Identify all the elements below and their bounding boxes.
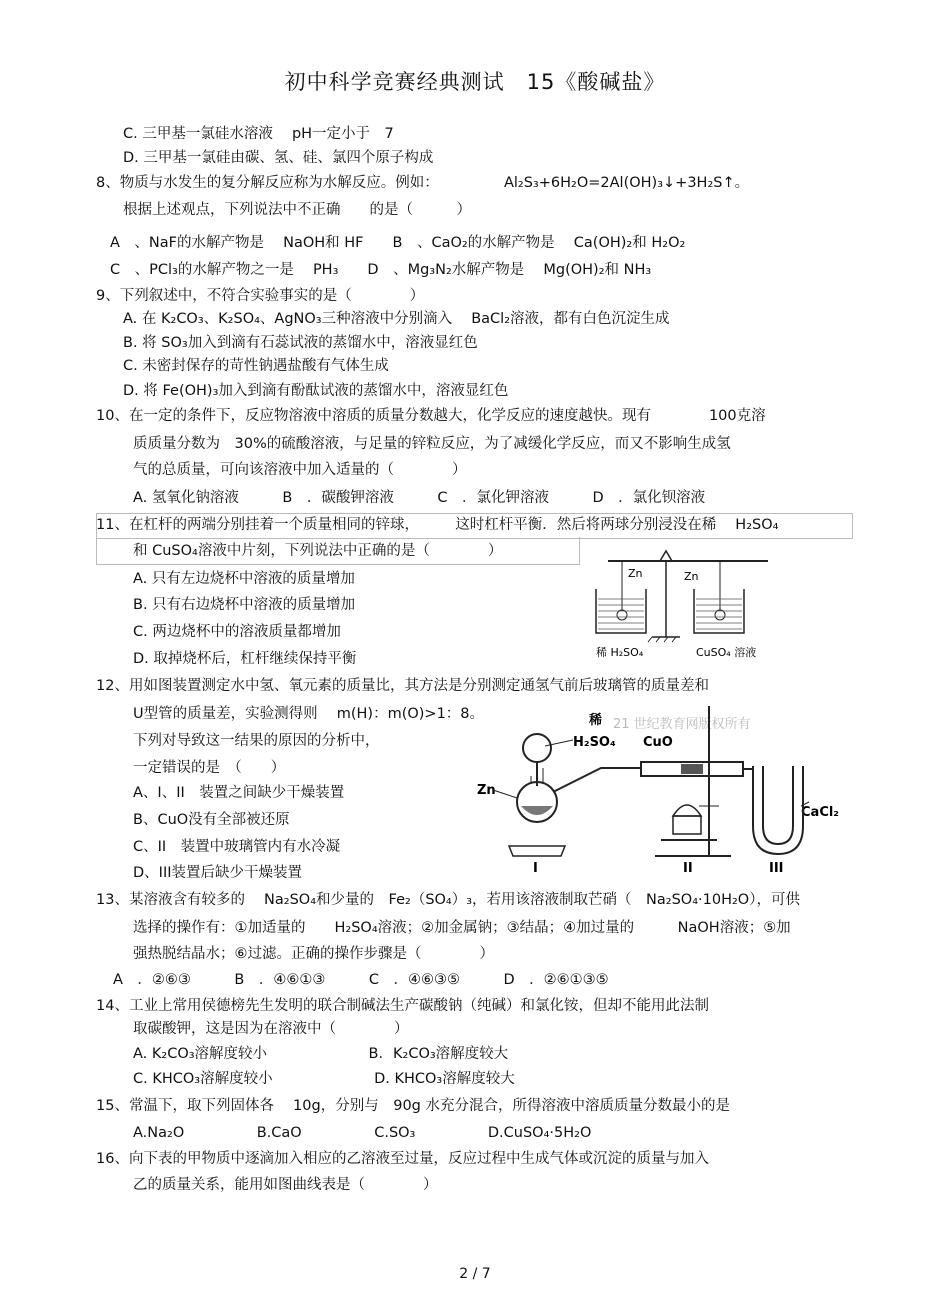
q10-options: A. 氢氧化钠溶液 B ．碳酸钾溶液 C ．氯化钾溶液 D ．氯化钡溶液 (133, 490, 706, 506)
lever-diagram (588, 549, 778, 663)
q8-stem-2: 根据上述观点，下列说法中不正确 的是（ ） (123, 202, 471, 218)
acid-label-2: H₂SO₄ (573, 735, 616, 750)
apparatus-diagram (473, 706, 853, 876)
q9-option-c: C. 未密封保存的苛性钠遇盐酸有气体生成 (123, 358, 389, 374)
q12-stem-2: U型管的质量差，实验测得则 m(H)：m(O)>1：8。 (133, 706, 485, 722)
q13-stem: 13、某溶液含有较多的 Na₂SO₄和少量的 Fe₂（SO₄）₃，若用该溶液制取芒硝（ Na₂SO₄·10H₂O），可供 (96, 892, 800, 908)
q11-stem-2: 和 CuSO₄溶液中片刻，下列说法中正确的是（ ） (133, 543, 503, 559)
q12-option-d: D、III装置后缺少干燥装置 (133, 865, 302, 881)
q11-stem: 11、在杠杆的两端分别挂着一个质量相同的锌球， 这时杠杆平衡．然后将两球分别浸没在稀 H₂SO₄ (96, 517, 779, 533)
q14-options-ab: A. K₂CO₃溶解度较小 B．K₂CO₃溶解度较大 (133, 1046, 509, 1062)
q11-option-a: A. 只有左边烧杯中溶液的质量增加 (133, 571, 355, 587)
q13-options: A ．②⑥③ B ．④⑥①③ C ．④⑥③⑤ D ．②⑥①③⑤ (113, 972, 609, 988)
q14-stem-2: 取碳酸钾，这是因为在溶液中（ ） (133, 1021, 409, 1037)
q8-options-ab: A 、NaF的水解产物是 NaOH和 HF B 、CaO₂的水解产物是 Ca(OH)₂和 H₂O₂ (110, 235, 686, 251)
q9-option-d: D. 将 Fe(OH)₃加入到滴有酚酞试液的蒸馏水中，溶液显红色 (123, 383, 509, 399)
q13-stem-2: 选择的操作有：①加适量的 H₂SO₄溶液；②加金属钠；③结晶；④加过量的 NaOH溶液；⑤加 (133, 920, 791, 936)
q10-stem-3: 气的总质量，可向该溶液中加入适量的（ ） (133, 462, 467, 478)
stage-3-label: III (769, 861, 784, 876)
q8-stem: 8、物质与水发生的复分解反应称为水解反应。例如： Al₂S₃+6H₂O=2Al(OH)₃↓+3H₂S↑。 (96, 175, 750, 191)
q12-stem-4: 一定错误的是 （ ） (133, 760, 286, 776)
watermark-text: 21 世纪教育网版权所有 (613, 717, 751, 732)
q12-option-b: B、CuO没有全部被还原 (133, 812, 290, 828)
q13-stem-3: 强热脱结晶水；⑥过滤。正确的操作步骤是（ ） (133, 946, 494, 962)
q11-option-d: D. 取掉烧杯后，杠杆继续保持平衡 (133, 651, 357, 667)
q14-options-cd: C. KHCO₃溶解度较小 D. KHCO₃溶解度较大 (133, 1071, 515, 1087)
q12-option-c: C、II 装置中玻璃管内有水冷凝 (133, 839, 341, 855)
q9-stem: 9、下列叙述中，不符合实验事实的是（ ） (96, 288, 425, 304)
right-beaker-label: CuSO₄ 溶液 (696, 646, 757, 659)
q15-options: A.Na₂O B.CaO C.SO₃ D.CuSO₄·5H₂O (133, 1125, 592, 1141)
q7-option-d: D. 三甲基一氯硅由碳、氢、硅、氯四个原子构成 (123, 150, 434, 166)
q15-stem: 15、常温下，取下列固体各 10g，分别与 90g 水充分混合，所得溶液中溶质质量分数最小的是 (96, 1098, 730, 1114)
zn-label: Zn (477, 783, 496, 798)
q14-stem: 14、工业上常用侯德榜先生发明的联合制碱法生产碳酸钠（纯碱）和氯化铵，但却不能用此法制 (96, 998, 709, 1014)
q12-option-a: A、I、II 装置之间缺少干燥装置 (133, 785, 345, 801)
q9-option-a: A. 在 K₂CO₃、K₂SO₄、AgNO₃三种溶液中分别滴入 BaCl₂溶液，都有白色沉淀生成 (123, 311, 670, 327)
stage-1-label: I (533, 861, 538, 876)
stage-2-label: II (683, 861, 693, 876)
page-number: 2 / 7 (459, 1266, 491, 1282)
cacl2-label: CaCl₂ (801, 805, 840, 820)
q8-options-cd: C 、PCl₃的水解产物之一是 PH₃ D 、Mg₃N₂水解产物是 Mg(OH)₂和 NH₃ (110, 262, 652, 278)
q11-option-b: B. 只有右边烧杯中溶液的质量增加 (133, 597, 356, 613)
left-beaker-label: 稀 H₂SO₄ (596, 646, 644, 659)
right-zn-label: Zn (684, 570, 699, 583)
q10-stem: 10、在一定的条件下，反应物溶液中溶质的质量分数越大，化学反应的速度越快。现有 100克溶 (96, 408, 766, 424)
q10-stem-2: 质质量分数为 30%的硫酸溶液，与足量的锌粒反应，为了减缓化学反应，而又不影响生成氢 (133, 436, 731, 452)
q16-stem: 16、向下表的甲物质中逐滴加入相应的乙溶液至过量，反应过程中生成气体或沉淀的质量与加入 (96, 1151, 709, 1167)
page-title: 初中科学竞赛经典测试 15《酸碱盐》 (284, 70, 666, 94)
q11-option-c: C. 两边烧杯中的溶液质量都增加 (133, 624, 341, 640)
right-zinc-ball (715, 610, 725, 620)
acid-label-1: 稀 (589, 713, 603, 728)
left-zn-label: Zn (628, 567, 643, 580)
q16-stem-2: 乙的质量关系，能用如图曲线表是（ ） (133, 1177, 438, 1193)
left-zinc-ball (617, 610, 627, 620)
q12-stem-3: 下列对导致这一结果的原因的分析中， (133, 733, 380, 749)
q9-option-b: B. 将 SO₃加入到滴有石蕊试液的蒸馏水中，溶液显红色 (123, 335, 478, 351)
cuo-label: CuO (643, 735, 673, 750)
q7-option-c: C. 三甲基一氯硅水溶液 pH一定小于 7 (123, 126, 394, 142)
q12-stem: 12、用如图装置测定水中氢、氧元素的质量比，其方法是分别测定通氢气前后玻璃管的质量差和 (96, 678, 709, 694)
